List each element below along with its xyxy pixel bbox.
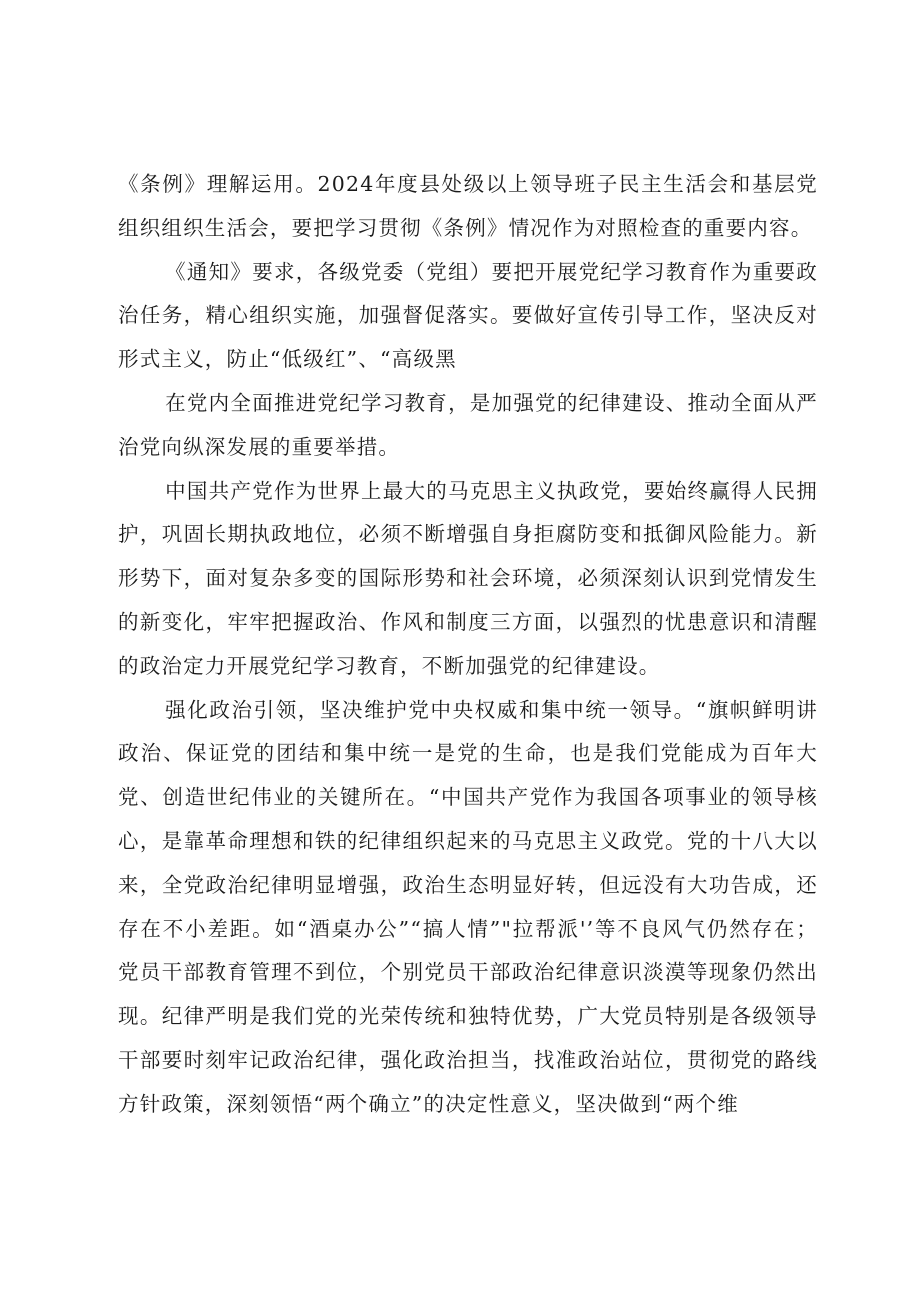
paragraph-4: 中国共产党作为世界上最大的马克思主义执政党，要始终赢得人民拥护，巩固长期执政地位，必须不断增强自身拒腐防变和抵御风险能力。新形势下，面对复杂多变的国际形势和社会环境，必须深刻认识到党情发生的新变化，牢牢把握政治、作风和制度三方面，以强烈的忧患意识和清醒的政治定力开展党纪学习教育，不断加强党的纪律建设。 bbox=[118, 478, 818, 678]
paragraph-1: 《条例》理解运用。2024年度县处级以上领导班子民主生活会和基层党组织组织生活会，要把学习贯彻《条例》情况作为对照检查的重要内容。 bbox=[118, 172, 818, 240]
document-body bbox=[118, 163, 818, 1127]
paragraph-2: 《通知》要求，各级党委（党组）要把开展党纪学习教育作为重要政治任务，精心组织实施，加强督促落实。要做好宣传引导工作，坚决反对形式主义，防止“低级红”、“高级黑 bbox=[118, 259, 818, 372]
paragraph-5: 强化政治引领，坚决维护党中央权威和集中统一领导。“旗帜鲜明讲政治、保证党的团结和集中统一是党的生命，也是我们党能成为百年大党、创造世纪伟业的关键所在。“中国共产党作为我国各项事业的领导核心，是靠革命理想和铁的纪律组织起来的马克思主义政党。党的十八大以来，全党政治纪律明显增强，政治生态明显好转，但远没有大功告成，还存在不小差距。如“酒桌办公”“搞人情”"拉帮派'’等不良风气仍然存在；党员干部教育管理不到位，个别党员干部政治纪律意识淡漠等现象仍然出现。纪律严明是我们党的光荣传统和独特优势，广大党员特别是各级领导干部要时刻牢记政治纪律，强化政治担当，找准政治站位，贯彻党的路线方针政策，深刻领悟“两个确立”的决定性意义，坚决做到“两个维 bbox=[118, 697, 818, 1116]
paragraph-3: 在党内全面推进党纪学习教育，是加强党的纪律建设、推动全面从严治党向纵深发展的重要举措。 bbox=[118, 390, 818, 459]
